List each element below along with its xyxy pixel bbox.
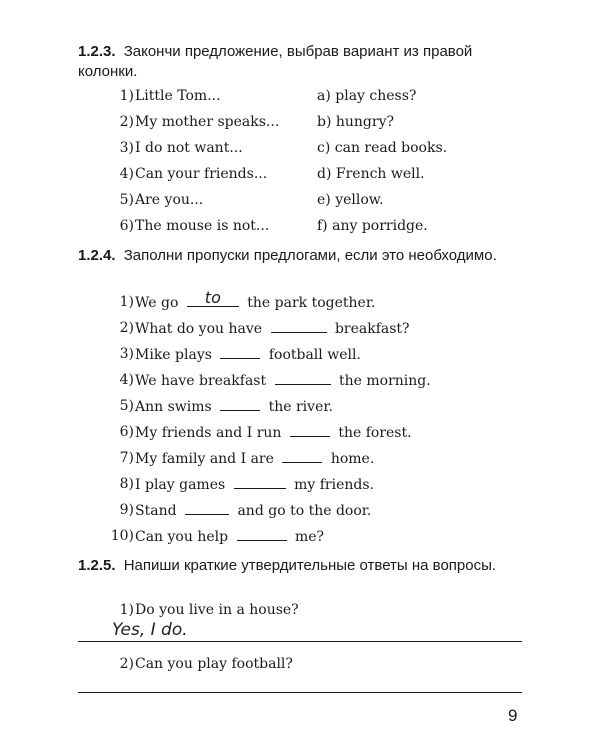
match-row	[0, 84, 600, 108]
sentence-before: My family and I are	[135, 451, 274, 467]
item-number: 1)	[119, 602, 134, 618]
answer-blank[interactable]	[220, 342, 260, 359]
sentence-start: I do not want...	[135, 140, 243, 156]
item-number: 3)	[119, 140, 134, 156]
match-row	[0, 188, 600, 212]
match-row	[0, 136, 600, 160]
item-number: 7)	[119, 450, 134, 466]
sentence-before: Mike plays	[135, 347, 212, 363]
question-row	[0, 652, 600, 676]
sentence-start: The mouse is not...	[135, 218, 270, 234]
handwritten-answer: Yes, I do.	[112, 620, 188, 640]
item-number: 6)	[119, 218, 134, 234]
option-text: a) play chess?	[317, 88, 417, 104]
option-text: d) French well.	[317, 166, 425, 182]
item-number: 4)	[119, 372, 134, 388]
task-1-2-4-heading	[78, 246, 528, 266]
task-number: 1.2.5.	[78, 557, 116, 574]
item-number: 6)	[119, 424, 134, 440]
option-text: c) can read books.	[317, 140, 448, 156]
item-number: 3)	[119, 346, 134, 362]
sentence-before: My friends and I run	[135, 425, 282, 441]
sentence-start: Are you...	[135, 192, 204, 208]
item-number: 5)	[119, 398, 134, 414]
sentence-after: breakfast?	[334, 321, 410, 337]
fill-row	[0, 472, 600, 496]
fill-row	[0, 420, 600, 444]
sentence-after: the park together.	[247, 295, 376, 311]
task-instruction: Заполни пропуски предлогами, если это необходимо.	[123, 247, 497, 264]
item-number: 2)	[119, 656, 134, 672]
question-text: Can you play football?	[135, 656, 293, 672]
item-number: 1)	[119, 88, 134, 104]
option-text: b) hungry?	[317, 114, 394, 130]
match-row	[0, 214, 600, 238]
sentence-before: Stand	[135, 503, 177, 519]
sentence-after: the forest.	[338, 425, 412, 441]
item-number: 9)	[119, 502, 134, 518]
fill-row	[0, 342, 600, 366]
item-number: 8)	[119, 476, 134, 492]
fill-row	[0, 446, 600, 470]
answer-blank[interactable]	[290, 420, 330, 437]
option-text: f) any porridge.	[317, 218, 428, 234]
answer-blank[interactable]	[237, 524, 287, 541]
sentence-start: Can your friends...	[135, 166, 268, 182]
sentence-before: We have breakfast	[135, 373, 267, 389]
sentence-start: My mother speaks...	[135, 114, 280, 130]
item-number: 5)	[119, 192, 134, 208]
answer-line[interactable]	[78, 692, 522, 693]
sentence-after: my friends.	[294, 477, 374, 493]
answer-blank[interactable]	[187, 290, 239, 307]
answer-blank[interactable]	[282, 446, 322, 463]
sentence-after: and go to the door.	[237, 503, 372, 519]
fill-row	[0, 316, 600, 340]
item-number: 10)	[110, 528, 134, 544]
fill-row	[0, 498, 600, 522]
answer-blank[interactable]	[234, 472, 286, 489]
sentence-before: Can you help	[135, 529, 229, 545]
answer-blank[interactable]	[220, 394, 260, 411]
fill-row	[0, 394, 600, 418]
sentence-after: home.	[330, 451, 375, 467]
task-instruction: Напиши краткие утвердительные ответы на вопросы.	[123, 557, 497, 574]
sentence-after: football well.	[268, 347, 361, 363]
item-number: 4)	[119, 166, 134, 182]
sentence-before: What do you have	[135, 321, 263, 337]
task-1-2-5-heading	[78, 556, 528, 576]
item-number: 2)	[119, 320, 134, 336]
answer-blank[interactable]	[275, 368, 331, 385]
page-number: 9	[508, 706, 518, 725]
match-row	[0, 110, 600, 134]
task-1-2-3-heading	[78, 42, 528, 82]
answer-blank[interactable]	[271, 316, 327, 333]
sentence-after: the river.	[268, 399, 333, 415]
fill-row	[0, 524, 600, 548]
sentence-after: the morning.	[339, 373, 431, 389]
option-text: e) yellow.	[317, 192, 384, 208]
match-row	[0, 162, 600, 186]
sentence-before: We go	[135, 295, 179, 311]
sentence-after: me?	[294, 529, 325, 545]
sentence-before: I play games	[135, 477, 226, 493]
sentence-before: Ann swims	[135, 399, 212, 415]
handwritten-answer: to	[204, 288, 221, 307]
item-number: 1)	[119, 294, 134, 310]
task-instruction: Закончи предложение, выбрав вариант из правой колонки.	[78, 43, 473, 80]
answer-blank[interactable]	[185, 498, 229, 515]
fill-row	[0, 290, 600, 314]
answer-line[interactable]	[78, 641, 522, 642]
sentence-start: Little Tom...	[135, 88, 221, 104]
fill-row	[0, 368, 600, 392]
task-number: 1.2.3.	[78, 43, 116, 60]
item-number: 2)	[119, 114, 134, 130]
question-text: Do you live in a house?	[135, 602, 299, 618]
question-row	[0, 598, 600, 622]
task-number: 1.2.4.	[78, 247, 116, 264]
